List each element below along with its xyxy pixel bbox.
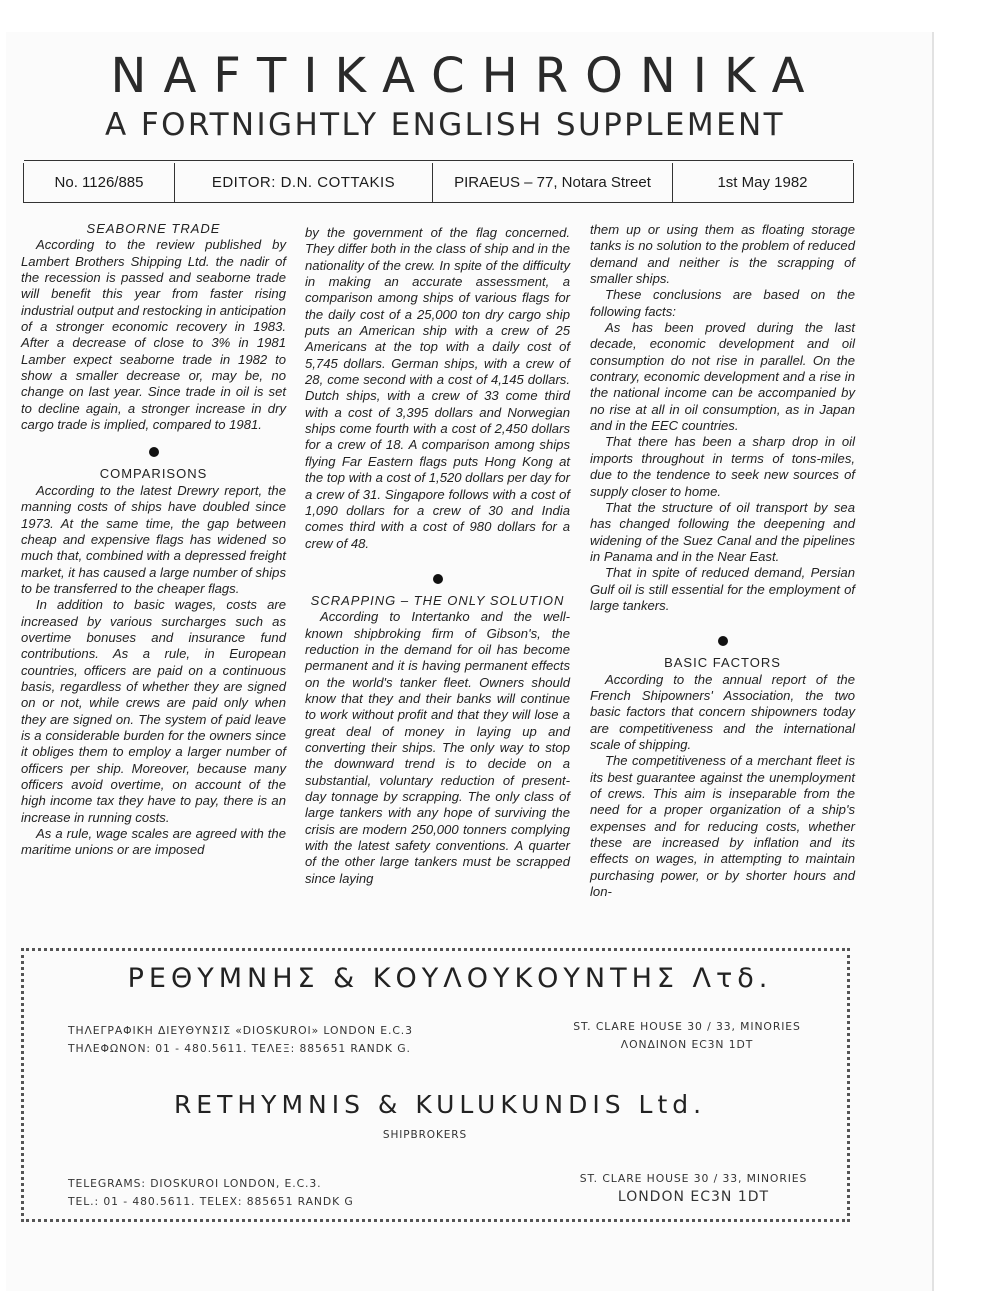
paragraph: The competitiveness of a merchant fleet is its best guarantee against the unemployment of crews. This aim is inseparable from the need for a proper organization of a ship's expenses and for reducing costs, whether these are increased by inflation and its effects on wages, in attempting to maintain purchasing power, or by shorter hours and lon- bbox=[590, 753, 855, 900]
masthead-title: NAFTIKACHRONIKA bbox=[110, 48, 822, 104]
paragraph: That the structure of oil transport by sea has changed following the deepening and widening of the Suez Canal and the pipelines in Panama and in the Near East. bbox=[590, 499, 855, 564]
paragraph: These conclusions are based on the following facts: bbox=[590, 287, 855, 319]
column-2 bbox=[305, 225, 570, 887]
paragraph: In addition to basic wages, costs are increased by various surcharges such as overtime bonuses and insurance fund contributions. As a rule, in European countries, officers are paid on a continuous basis, regardless of whether they are signed on or not, while crews are paid only when they are signed on. The system of paid leave is a considerable burden for the owners since it obliges them to employ a larger number of officers per ship. Moreover, because many officers avoid overtime, on account of the high income tax they have to pay, there is an increase in running costs. bbox=[21, 597, 286, 825]
paragraph: That in spite of reduced demand, Persian Gulf oil is still essential for the employment of large tankers. bbox=[590, 565, 855, 613]
ad-greek-telegraph: ΤΗΛΕΓΡΑΦΙΚΗ ΔΙΕΥΘΥΝΣΙΣ «DIOSKUROI» LONDON E.C.3 bbox=[68, 1024, 413, 1037]
ad-greek-address bbox=[568, 1018, 806, 1054]
masthead-subtitle: A FORTNIGHTLY ENGLISH SUPPLEMENT bbox=[105, 107, 785, 143]
ad-telegrams: TELEGRAMS: DIOSKUROI LONDON, E.C.3. bbox=[68, 1177, 322, 1190]
paragraph: According to the review published by Lambert Brothers Shipping Ltd. the nadir of the recession is passed and seaborne trade will benefit this year from faster rising industrial output and restocking in anticipation of a stronger economic recovery in 1983. After a decrease of close to 3% in 1981 Lamber expect seaborne trade in 1982 to show a smaller decrease or, may be, no change on last year. Since trade in oil is set to decline again, a stronger increase in dry cargo trade is implied, compared to 1981. bbox=[21, 237, 286, 433]
address: PIRAEUS – 77, Notara Street bbox=[433, 163, 673, 202]
issue-date: 1st May 1982 bbox=[717, 174, 808, 191]
paragraph: them up or using them as floating storage tanks is no solution to the problem of reduced demand and neither is the scrapping of smaller ships. bbox=[590, 222, 855, 287]
paragraph: According to the latest Drewry report, the manning costs of ships have doubled since 1973. At the same time, the gap between cheap and expensive flags has widened so much that, combined with a depressed freight market, it has caused a large number of ships to be transferred to the cheaper flags. bbox=[21, 482, 286, 596]
ad-english-company-name: RETHYMNIS & KULUKUNDIS Ltd. bbox=[173, 1090, 707, 1119]
column-1 bbox=[21, 221, 286, 859]
ad-greek-phone: ΤΗΛΕΦΩΝΟΝ: 01 - 480.5611. ΤΕΛΕΞ: 885651 RANDK G. bbox=[68, 1042, 411, 1055]
paragraph: That there has been a sharp drop in oil imports throughout in terms of tons-miles, due to the tendence to seek new sources of supply closer to home. bbox=[590, 434, 855, 499]
ad-phone-telex: TEL.: 01 - 480.5611. TELEX: 885651 RANDK G bbox=[68, 1195, 354, 1208]
issue-number: No. 1126/885 bbox=[24, 163, 175, 202]
ad-greek-address-line1: ST. CLARE HOUSE 30 / 33, MINORIES bbox=[573, 1020, 801, 1033]
heading-comparisons: COMPARISONS bbox=[99, 466, 208, 482]
ad-address-line2: LONDON EC3N 1DT bbox=[617, 1189, 770, 1205]
heading-scrapping: SCRAPPING – THE ONLY SOLUTION bbox=[310, 592, 565, 608]
bullet-separator bbox=[718, 636, 728, 646]
paragraph: According to Intertanko and the well-known shipbroking firm of Gibson's, the reduction in the demand for oil has become permanent and it is having permanent effects on the world's tanker fleet. Owners should know that they and their banks will continue to work without profit and that they will lose a great deal of money in laying up and converting their ships. The only way to stop the downward trend is to decide on a substantial, voluntary reduction of present-day tonnage by scrapping. The only class of large tankers with any hope of surviving the crisis are modern 250,000 tonners complying with the latest safety conventions. A quarter of the other large tankers must be scrapped since laying bbox=[305, 609, 570, 886]
ad-address-line1: ST. CLARE HOUSE 30 / 33, MINORIES bbox=[579, 1172, 808, 1185]
ad-english-contact bbox=[68, 1175, 354, 1211]
bullet-separator bbox=[433, 574, 443, 584]
ad-shipbrokers: SHIPBROKERS bbox=[382, 1129, 468, 1141]
issue-info-bar bbox=[23, 163, 854, 203]
paragraph: As a rule, wage scales are agreed with the maritime unions or are imposed bbox=[21, 826, 286, 858]
paragraph: by the government of the flag concerned. They differ both in the class of ship and in the nationality of the crew. In spite of the difficulty in making an accurate assessment, a comparison among ships of various flags for the daily cost of a 25,000 ton dry cargo ship puts an American ship with a crew of 25 Americans at the top with a daily cost of 5,745 dollars. German ships, with a crew of 28, come second with a cost of 4,145 dollars. Dutch ships, with a crew of 33 come third with a cost of 3,395 dollars and Norwegian ships come fourth with a cost of 2,450 dollars for a crew of 18. A comparison among ships flying Far Eastern flags puts Hong Kong at the top with a cost of 1,520 dollars per day for a crew of 31. Singapore follows with a cost of 1,090 dollars for a crew of 30 and India comes third with a cost of 980 dollars for a crew of 48. bbox=[305, 225, 570, 551]
heading-basic-factors: BASIC FACTORS bbox=[664, 655, 781, 671]
ad-greek-company-name: ΡΕΘΥΜΝΗΣ & ΚΟΥΛΟΥΚΟΥΝΤΗΣ Λτδ. bbox=[127, 963, 773, 994]
ad-english-address bbox=[576, 1170, 811, 1206]
paragraph: According to the annual report of the French Shipowners' Association, the two basic factors that concern shipowners today are competitiveness and the international scale of shipping. bbox=[590, 671, 855, 752]
paragraph: As has been proved during the last decade, economic development and oil consumption do not rise in parallel. On the contrary, economic development and a rise in the national income can be accompanied by no rise at all in oil consumption, as in Japan and in the EEC countries. bbox=[590, 320, 855, 434]
ad-greek-contact bbox=[68, 1022, 413, 1058]
editor: EDITOR: D.N. COTTAKIS bbox=[175, 163, 433, 202]
heading-seaborne-trade: SEABORNE TRADE bbox=[86, 221, 221, 236]
column-3 bbox=[590, 222, 855, 900]
bullet-separator bbox=[149, 447, 159, 457]
ad-greek-address-line2: ΛΟΝΔΙΝΟΝ EC3N 1DT bbox=[620, 1038, 754, 1051]
